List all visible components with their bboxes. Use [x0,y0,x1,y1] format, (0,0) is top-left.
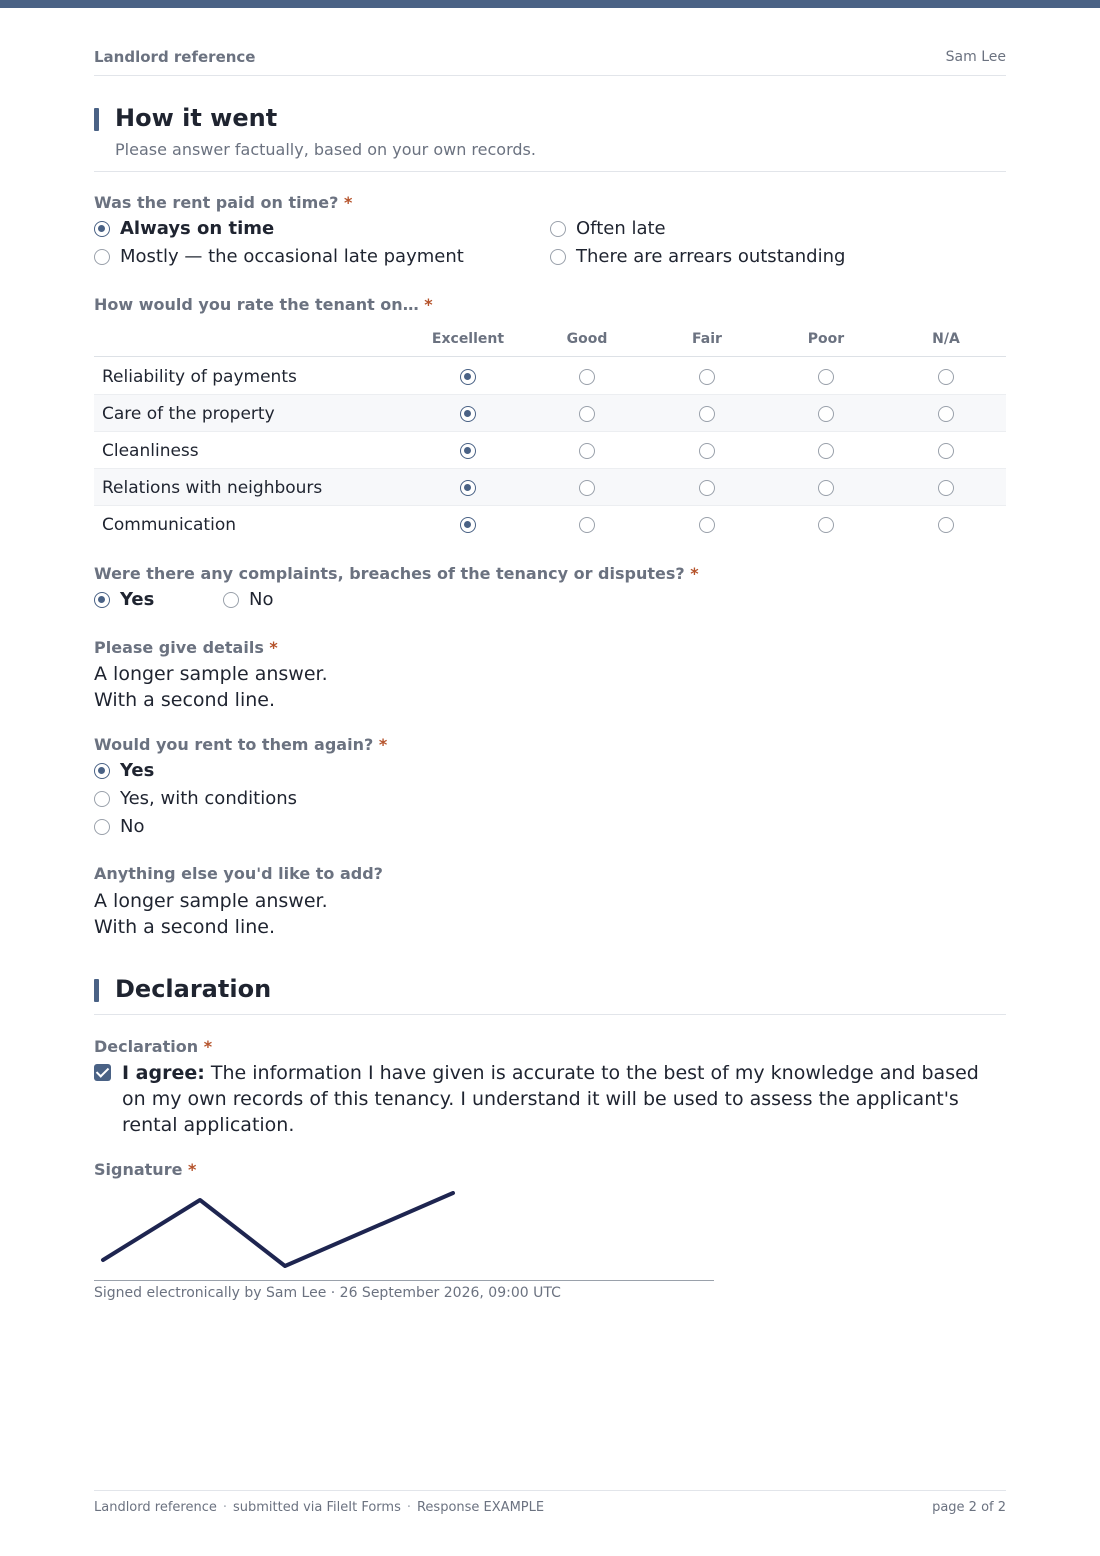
complaints-option-yes[interactable] [94,589,154,610]
rent-again-option-conditions[interactable] [94,788,297,809]
rating-row-cleanliness [94,432,1006,469]
rating-radio-na[interactable] [938,406,954,422]
checkbox-checked-icon[interactable] [94,1064,111,1081]
rent-again-option-no[interactable] [94,816,144,837]
answer-line: A longer sample answer. [94,663,328,685]
option-label: Yes [120,589,155,610]
rating-radio-excellent[interactable] [460,406,476,422]
required-marker: * [344,193,353,212]
question-text: Were there any complaints, breaches of the tenancy or disputes? [94,564,685,583]
required-marker: * [188,1160,197,1179]
option-label: Always on time [120,218,275,239]
rating-radio-na[interactable] [938,480,954,496]
signature-caption: Signed electronically by Sam Lee · 26 September 2026, 09:00 UTC [94,1285,561,1301]
column-header-excellent: Excellent [431,331,505,347]
declaration-agreement [94,1060,1006,1140]
rating-radio-poor[interactable] [818,369,834,385]
signature-image [94,1191,714,1281]
section-accent-bar [94,979,99,1002]
agree-label: I agree: [122,1062,205,1084]
required-marker: * [378,735,388,754]
column-header-good: Good [566,331,608,347]
radio-icon [550,249,566,265]
rating-radio-good[interactable] [579,517,595,533]
question-text: How would you rate the tenant on… [94,295,419,314]
rating-radio-excellent[interactable] [460,517,476,533]
question-label-signature [94,1160,196,1179]
question-text: Declaration [94,1037,199,1056]
rating-row-care [94,395,1006,432]
rating-radio-fair[interactable] [699,406,715,422]
complaints-option-no[interactable] [223,589,273,610]
column-header-na: N/A [932,331,960,347]
row-label: Care of the property [102,404,275,424]
radio-selected-icon [94,763,110,779]
declaration-body: The information I have given is accurate to the best of my knowledge and based on my own records of this tenancy. I understand it will be used to assess the applicant's rental application. [122,1062,979,1136]
rating-radio-fair[interactable] [699,517,715,533]
rating-radio-fair[interactable] [699,443,715,459]
answer-line: With a second line. [94,689,275,711]
question-label-rent-again [94,735,387,754]
rating-radio-poor[interactable] [818,517,834,533]
question-text: Please give details [94,638,264,657]
rating-row-neighbours [94,469,1006,506]
signature-stroke [103,1193,453,1266]
separator-dot: · [222,1500,227,1515]
radio-icon [94,819,110,835]
rating-radio-na[interactable] [938,443,954,459]
section-header-how-it-went [94,104,1006,172]
footer-submitted-via: submitted via FileIt Forms [232,1500,401,1515]
rent-option-mostly[interactable] [94,246,464,267]
required-marker: * [203,1037,213,1056]
row-label: Reliability of payments [102,367,297,387]
question-label-rent [94,193,352,212]
top-accent-bar [0,0,1100,8]
question-label-rating [94,295,433,314]
separator-dot: · [406,1500,411,1515]
anything-else-answer [94,888,328,940]
rent-option-always[interactable] [94,218,274,239]
signature-box [94,1191,714,1281]
rating-radio-good[interactable] [579,443,595,459]
radio-icon [223,592,239,608]
form-title: Landlord reference [94,48,256,66]
rating-radio-na[interactable] [938,369,954,385]
rating-row-reliability [94,358,1006,395]
required-marker: * [269,638,278,657]
rating-radio-fair[interactable] [699,480,715,496]
rating-grid-header [94,331,1006,357]
question-text: Anything else you'd like to add? [94,864,383,883]
rating-radio-poor[interactable] [818,443,834,459]
rating-row-communication [94,506,1006,543]
rating-radio-fair[interactable] [699,369,715,385]
required-marker: * [690,564,699,583]
rating-radio-excellent[interactable] [460,369,476,385]
option-label: There are arrears outstanding [576,246,846,267]
details-answer [94,661,328,713]
rating-grid [94,331,1006,541]
section-accent-bar [94,108,99,131]
answer-line: With a second line. [94,916,275,938]
radio-icon [94,249,110,265]
column-header-poor: Poor [807,331,845,347]
question-label-details [94,638,278,657]
section-header-declaration [94,975,1006,1015]
rating-radio-excellent[interactable] [460,480,476,496]
respondent-name: Sam Lee [945,49,1006,65]
rating-radio-poor[interactable] [818,406,834,422]
radio-icon [94,791,110,807]
footer-form-name: Landlord reference [94,1500,217,1515]
question-label-anything-else [94,864,383,883]
question-text: Signature [94,1160,183,1179]
rent-again-option-yes[interactable] [94,760,154,781]
radio-selected-icon [94,592,110,608]
rating-radio-poor[interactable] [818,480,834,496]
answer-line: A longer sample answer. [94,890,328,912]
rating-radio-na[interactable] [938,517,954,533]
page-footer [94,1490,1006,1515]
question-text: Would you rent to them again? [94,735,374,754]
question-text: Was the rent paid on time? [94,193,339,212]
rating-radio-good[interactable] [579,480,595,496]
question-label-complaints [94,564,699,583]
section-subtitle: Please answer factually, based on your own records. [115,140,536,159]
row-label: Communication [102,515,236,535]
radio-selected-icon [94,221,110,237]
option-label: Often late [576,218,666,239]
footer-info [94,1500,544,1515]
option-label: Yes, with conditions [120,788,298,809]
option-label: Mostly — the occasional late payment [120,246,464,267]
column-header-fair: Fair [692,331,722,347]
rent-option-often-late[interactable] [550,218,666,239]
section-title: How it went [115,104,278,132]
page-number: page 2 of 2 [932,1500,1006,1515]
declaration-text [122,1060,1006,1138]
running-header [94,48,1006,76]
option-label: No [120,816,145,837]
footer-response: Response EXAMPLE [416,1500,545,1515]
option-label: Yes [120,760,155,781]
section-title: Declaration [115,975,272,1003]
radio-icon [550,221,566,237]
rent-option-arrears[interactable] [550,246,845,267]
row-label: Relations with neighbours [102,478,323,498]
rating-radio-good[interactable] [579,369,595,385]
option-label: No [249,589,274,610]
required-marker: * [424,295,433,314]
rating-radio-good[interactable] [579,406,595,422]
rating-radio-excellent[interactable] [460,443,476,459]
question-label-declaration [94,1037,212,1056]
row-label: Cleanliness [102,441,199,461]
